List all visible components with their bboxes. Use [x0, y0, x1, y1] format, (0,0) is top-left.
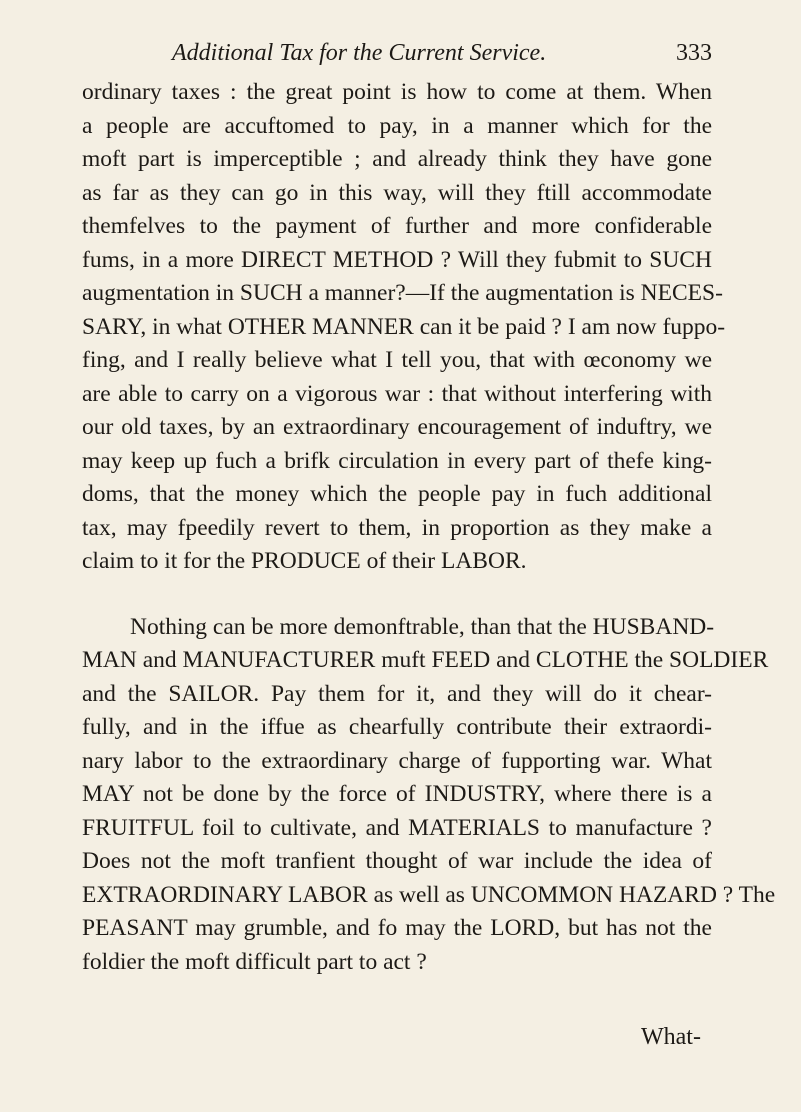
text-line: moft part is imperceptible ; and already think they have gone	[82, 146, 712, 172]
page-body	[82, 76, 776, 979]
text-line: tax, may fpeedily revert to them, in proportion as they make a	[82, 514, 712, 541]
text-line: fums, in a more DIRECT METHOD ? Will they fubmit to SUCH	[82, 246, 712, 273]
text-line: fully, and in the iffue as chearfully contribute their extraordi-	[82, 714, 712, 740]
text-line: MAY not be done by the force of INDUSTRY, where there is a	[82, 781, 712, 807]
running-title: Additional Tax for the Current Service.	[172, 40, 547, 66]
text-line: FRUITFUL foil to cultivate, and MATERIALS to manufacture ?	[82, 814, 712, 841]
text-line: Does not the moft tranfient thought of war include the idea of	[82, 848, 712, 874]
text-line: MAN and MANUFACTURER muft FEED and CLOTHE the SOLDIER	[82, 647, 769, 673]
text-line: are able to carry on a vigorous war : that without interfering with	[82, 380, 712, 407]
paragraph-2	[82, 611, 776, 980]
text-line: doms, that the money which the people pay in fuch additional	[82, 481, 712, 507]
text-line: a people are accuftomed to pay, in a manner which for the	[82, 112, 712, 139]
page-number: 333	[676, 40, 712, 66]
text-line: claim to it for the PRODUCE of their LABOR.	[82, 548, 527, 574]
text-line: themfelves to the payment of further and more confiderable	[82, 213, 712, 239]
paragraph-1	[82, 76, 726, 579]
text-line: PEASANT may grumble, and fo may the LORD, but has not the	[82, 915, 712, 941]
text-line: may keep up fuch a brifk circulation in every part of thefe king-	[82, 447, 712, 474]
running-header	[172, 40, 712, 74]
text-line: EXTRAORDINARY LABOR as well as UNCOMMON HAZARD ? The	[82, 881, 776, 908]
text-line: augmentation in SUCH a manner?—If the augmentation is NECES-	[82, 280, 723, 306]
catchword: What-	[641, 1024, 701, 1050]
text-line: and the SAILOR. Pay them for it, and they will do it chear-	[82, 680, 712, 707]
paragraph-gap	[82, 579, 712, 611]
text-line: as far as they can go in this way, will they ftill accommodate	[82, 179, 712, 206]
text-line: Nothing can be more demonftrable, than that the HUSBAND-	[130, 613, 715, 640]
text-line: fing, and I really believe what I tell you, that with œconomy we	[82, 347, 712, 373]
text-line: SARY, in what OTHER MANNER can it be paid ? I am now fuppo-	[82, 313, 726, 340]
text-line: our old taxes, by an extraordinary encouragement of induftry, we	[82, 414, 712, 440]
text-line: foldier the moft difficult part to act ?	[82, 948, 427, 975]
text-line: ordinary taxes : the great point is how to come at them. When	[82, 79, 712, 105]
text-line: nary labor to the extraordinary charge of fupporting war. What	[82, 747, 712, 774]
